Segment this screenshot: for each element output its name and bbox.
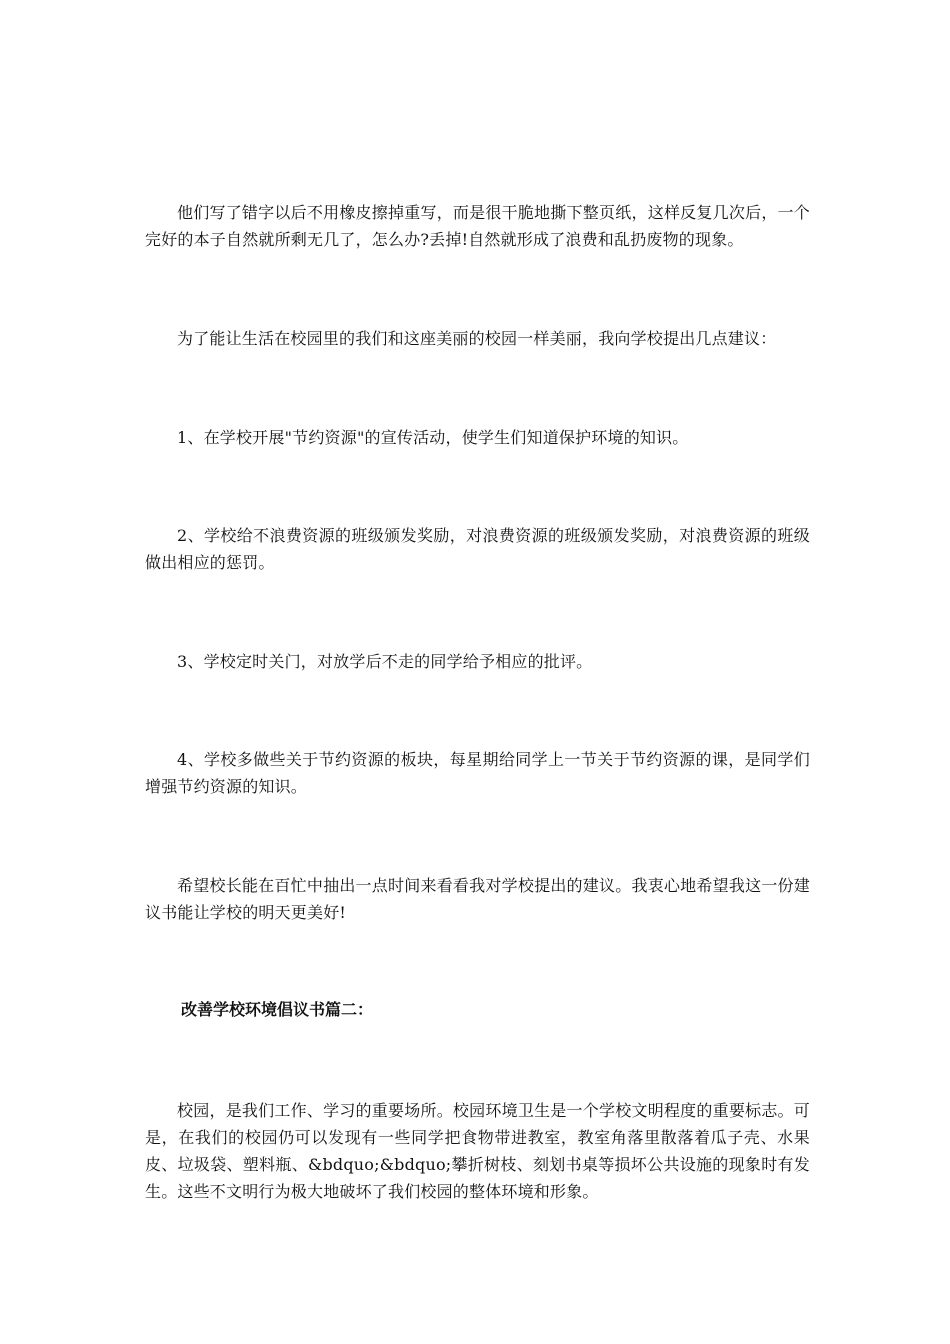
paragraph-closing-wish: 希望校长能在百忙中抽出一点时间来看看我对学校提出的建议。我衷心地希望我这一份建议书能让学校的明天更美好! bbox=[145, 876, 810, 922]
paragraph-campus-environment: 校园，是我们工作、学习的重要场所。校园环境卫生是一个学校文明程度的重要标志。可是，在我们的校园仍可以发现有一些同学把食物带进教室，教室角落里散落着瓜子壳、水果皮、垃圾袋、塑料瓶、&bdquo;&bdquo;攀折树枝、刻划书桌等损坏公共设施的现象时有发生。这些不文明行为极大地破坏了我们校园的整体环境和形象。 bbox=[145, 1101, 810, 1201]
paragraph-suggestion-1: 1、在学校开展"节约资源"的宣传活动，使学生们知道保护环境的知识。 bbox=[177, 428, 689, 447]
paragraph-wasteful-paper: 他们写了错字以后不用橡皮擦掉重写，而是很干脆地撕下整页纸，这样反复几次后，一个完好的本子自然就所剩无几了，怎么办?丢掉!自然就形成了浪费和乱扔废物的现象。 bbox=[145, 203, 810, 249]
paragraph-suggestion-4: 4、学校多做些关于节约资源的板块，每星期给同学上一节关于节约资源的课，是同学们增强节约资源的知识。 bbox=[145, 750, 810, 796]
section-heading: 改善学校环境倡议书篇二： bbox=[181, 1000, 374, 1019]
paragraph-suggestion-intro: 为了能让生活在校园里的我们和这座美丽的校园一样美丽，我向学校提出几点建议： bbox=[177, 329, 777, 348]
paragraph-suggestion-3: 3、学校定时关门，对放学后不走的同学给予相应的批评。 bbox=[177, 652, 593, 671]
paragraph-suggestion-2: 2、学校给不浪费资源的班级颁发奖励，对浪费资源的班级颁发奖励，对浪费资源的班级做出相应的惩罚。 bbox=[145, 526, 810, 572]
